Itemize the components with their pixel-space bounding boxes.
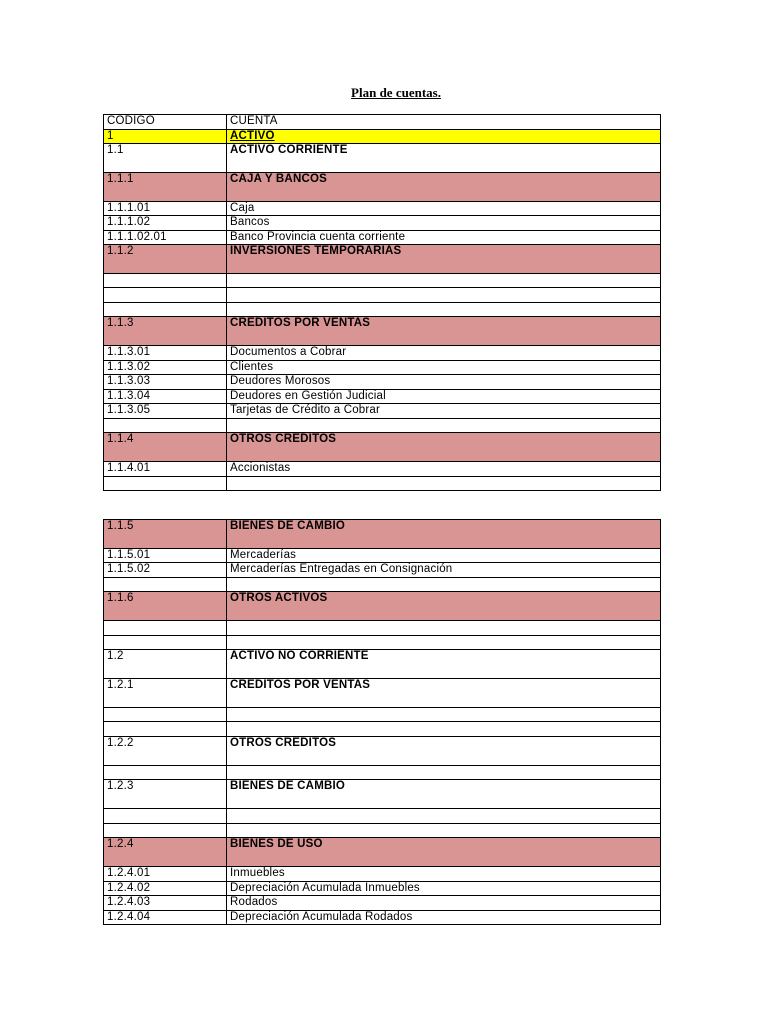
- account-name-cell: Clientes: [227, 361, 661, 375]
- account-row-1-2-2: [104, 737, 661, 766]
- account-row-1-2-4-04: [104, 911, 661, 925]
- account-code-cell: 1.1.5.02: [104, 563, 227, 578]
- account-row-CODIGO: [104, 115, 661, 130]
- empty-row: [104, 419, 661, 433]
- account-name-cell: OTROS CREDITOS: [227, 433, 661, 462]
- account-name-cell: INVERSIONES TEMPORARIAS: [227, 245, 661, 274]
- account-code-cell: 1.2.4.03: [104, 896, 227, 911]
- account-row-1-2: [104, 650, 661, 679]
- account-name-cell: OTROS ACTIVOS: [227, 592, 661, 621]
- account-name-cell: BIENES DE CAMBIO: [227, 780, 661, 809]
- account-row-1-2-4: [104, 838, 661, 867]
- account-name-cell: [227, 419, 661, 433]
- account-code-cell: 1.1.6: [104, 592, 227, 621]
- account-name-cell: [227, 477, 661, 491]
- account-name-cell: OTROS CREDITOS: [227, 737, 661, 766]
- account-name-cell: CUENTA: [227, 115, 661, 130]
- account-code-cell: 1.1.3.05: [104, 404, 227, 419]
- account-code-cell: CODIGO: [104, 115, 227, 130]
- account-name-cell: [227, 303, 661, 317]
- account-code-cell: 1.2: [104, 650, 227, 679]
- account-code-cell: 1.1.4: [104, 433, 227, 462]
- account-code-cell: [104, 824, 227, 838]
- account-row-1-2-4-02: [104, 882, 661, 896]
- empty-row: [104, 621, 661, 636]
- account-name-cell: Rodados: [227, 896, 661, 911]
- account-code-cell: 1.2.4.01: [104, 867, 227, 882]
- account-row-1-1-1-02-01: [104, 231, 661, 245]
- empty-row: [104, 722, 661, 737]
- account-row-1-1-5: [104, 520, 661, 549]
- empty-row: [104, 824, 661, 838]
- account-name-cell: CREDITOS POR VENTAS: [227, 317, 661, 346]
- account-row-1-2-4-01: [104, 867, 661, 882]
- account-name-cell: CAJA Y BANCOS: [227, 173, 661, 202]
- account-row-1-1-3-05: [104, 404, 661, 419]
- account-name-cell: Tarjetas de Crédito a Cobrar: [227, 404, 661, 419]
- account-row-1-2-4-03: [104, 896, 661, 911]
- account-row-1-1-5-01: [104, 549, 661, 563]
- accounts-table-1: [103, 114, 661, 491]
- account-name-cell: Mercaderías Entregadas en Consignación: [227, 563, 661, 578]
- empty-row: [104, 809, 661, 824]
- empty-row: [104, 477, 661, 491]
- account-code-cell: 1.1.4.01: [104, 462, 227, 477]
- account-name-cell: [227, 766, 661, 780]
- account-code-cell: 1.2.4: [104, 838, 227, 867]
- account-code-cell: [104, 809, 227, 824]
- account-code-cell: 1.1.3: [104, 317, 227, 346]
- empty-row: [104, 274, 661, 288]
- account-code-cell: [104, 578, 227, 592]
- empty-row: [104, 708, 661, 722]
- empty-row: [104, 766, 661, 780]
- account-code-cell: 1.1.3.01: [104, 346, 227, 361]
- account-row-1-1-5-02: [104, 563, 661, 578]
- account-code-cell: 1.1.1.02.01: [104, 231, 227, 245]
- account-name-cell: Mercaderías: [227, 549, 661, 563]
- account-name-cell: [227, 722, 661, 737]
- page-title: Plan de cuentas.: [351, 85, 441, 100]
- account-code-cell: 1: [104, 130, 227, 144]
- account-code-cell: [104, 766, 227, 780]
- account-code-cell: 1.1.1: [104, 173, 227, 202]
- account-name-cell: [227, 274, 661, 288]
- account-row-1-1-1-02: [104, 216, 661, 231]
- account-name-cell: Caja: [227, 202, 661, 216]
- account-row-1-1-3-02: [104, 361, 661, 375]
- account-row-1-1: [104, 144, 661, 173]
- account-code-cell: 1.1.5: [104, 520, 227, 549]
- account-name-cell: Accionistas: [227, 462, 661, 477]
- account-code-cell: 1.1.3.04: [104, 390, 227, 404]
- account-name-cell: [227, 636, 661, 650]
- account-code-cell: 1.1: [104, 144, 227, 173]
- account-name-cell: [227, 288, 661, 303]
- account-code-cell: 1.2.4.02: [104, 882, 227, 896]
- account-code-cell: [104, 621, 227, 636]
- account-code-cell: 1.2.1: [104, 679, 227, 708]
- accounts-table-2: [103, 519, 661, 925]
- account-row-1-1-3: [104, 317, 661, 346]
- account-name-cell: BIENES DE CAMBIO: [227, 520, 661, 549]
- account-row-1-1-2: [104, 245, 661, 274]
- account-name-cell: Bancos: [227, 216, 661, 231]
- account-row-1: [104, 130, 661, 144]
- account-code-cell: 1.1.1.02: [104, 216, 227, 231]
- account-name-cell: [227, 824, 661, 838]
- account-name-cell: Banco Provincia cuenta corriente: [227, 231, 661, 245]
- account-name-cell: [227, 809, 661, 824]
- account-row-1-1-4: [104, 433, 661, 462]
- account-name-cell: BIENES DE USO: [227, 838, 661, 867]
- account-code-cell: 1.2.3: [104, 780, 227, 809]
- account-code-cell: 1.2.4.04: [104, 911, 227, 925]
- account-code-cell: [104, 288, 227, 303]
- account-row-1-1-6: [104, 592, 661, 621]
- account-code-cell: [104, 708, 227, 722]
- account-code-cell: [104, 419, 227, 433]
- account-row-1-1-3-04: [104, 390, 661, 404]
- account-name-cell: Inmuebles: [227, 867, 661, 882]
- account-name-cell: ACTIVO NO CORRIENTE: [227, 650, 661, 679]
- account-name-cell: CREDITOS POR VENTAS: [227, 679, 661, 708]
- account-name-cell: Documentos a Cobrar: [227, 346, 661, 361]
- account-name-cell: Depreciación Acumulada Inmuebles: [227, 882, 661, 896]
- account-code-cell: 1.2.2: [104, 737, 227, 766]
- account-name-cell: Deudores en Gestión Judicial: [227, 390, 661, 404]
- account-name-cell: [227, 578, 661, 592]
- account-name-cell: [227, 621, 661, 636]
- account-code-cell: [104, 274, 227, 288]
- account-code-cell: 1.1.2: [104, 245, 227, 274]
- empty-row: [104, 303, 661, 317]
- account-row-1-1-4-01: [104, 462, 661, 477]
- account-code-cell: [104, 636, 227, 650]
- account-code-cell: 1.1.5.01: [104, 549, 227, 563]
- account-name-cell: Depreciación Acumulada Rodados: [227, 911, 661, 925]
- account-row-1-1-1-01: [104, 202, 661, 216]
- account-code-cell: 1.1.3.02: [104, 361, 227, 375]
- account-code-cell: 1.1.3.03: [104, 375, 227, 390]
- empty-row: [104, 636, 661, 650]
- account-code-cell: [104, 303, 227, 317]
- account-row-1-2-1: [104, 679, 661, 708]
- account-row-1-1-1: [104, 173, 661, 202]
- empty-row: [104, 288, 661, 303]
- account-name-cell: ACTIVO CORRIENTE: [227, 144, 661, 173]
- account-row-1-1-3-01: [104, 346, 661, 361]
- account-name-cell: ACTIVO: [227, 130, 661, 144]
- account-name-cell: Deudores Morosos: [227, 375, 661, 390]
- account-name-cell: [227, 708, 661, 722]
- account-code-cell: [104, 722, 227, 737]
- account-code-cell: 1.1.1.01: [104, 202, 227, 216]
- empty-row: [104, 578, 661, 592]
- account-row-1-1-3-03: [104, 375, 661, 390]
- account-row-1-2-3: [104, 780, 661, 809]
- account-code-cell: [104, 477, 227, 491]
